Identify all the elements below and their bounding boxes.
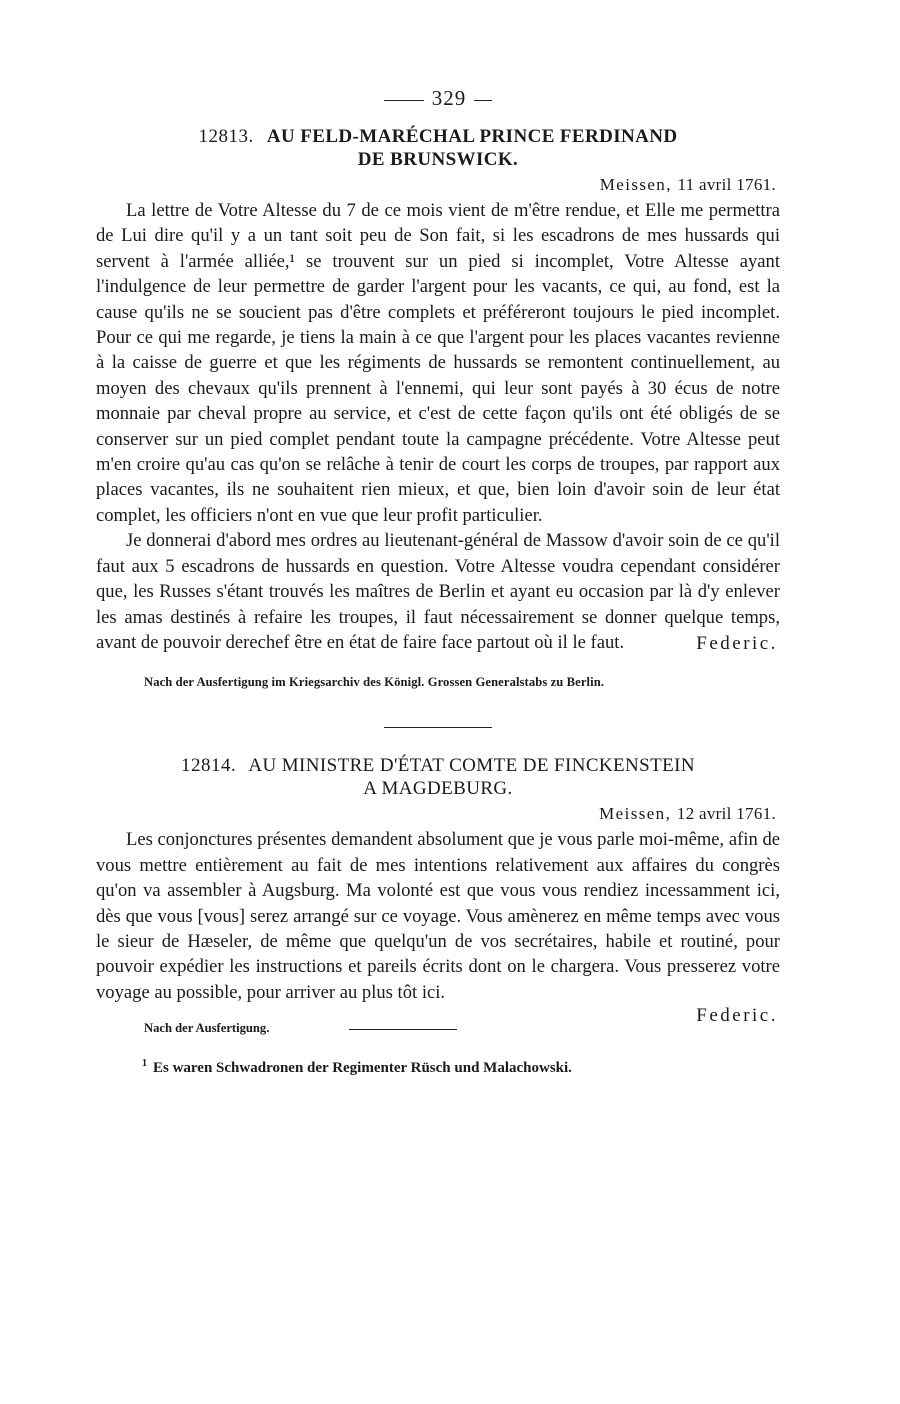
footnote-text: Es waren Schwadronen der Regimenter Rüsch und Malachowski. — [153, 1060, 572, 1077]
page-number-dash-right — [474, 100, 492, 101]
place: Meissen, — [599, 804, 672, 824]
letter-paragraph: Les conjonctures présentes demandent absolument que je vous parle moi-même, afin de vous mettre entièrement au fait de mes intentions relativement aux affaires du congrès qu'on va assembler à Augsburg. Ma volonté est que vous vous rendiez incessamment ici, dès que vous [vous] serez arrangé sur ce voyage. Vous amènerez en même temps avec vous le sieur de Hæseler, de même que quelqu'un de vos secrétaires, habile et routiné, pour pouvoir expédier les instructions et pareils écrits dont on le chargera. Vous presserez votre voyage au possible, pour arriver au plus tôt ici. — [96, 829, 780, 1003]
recipient-line-2: DE BRUNSWICK. — [357, 149, 519, 170]
letter-heading — [96, 125, 780, 171]
source-note-row — [96, 1021, 780, 1036]
signature: Federic. — [696, 1005, 778, 1027]
letter-paragraph: Je donnerai d'abord mes ordres au lieutenant-général de Massow d'avoir soin de ce qu'il faut aux 5 escadrons de hussards en question. Votre Altesse voudra cependant considérer que, les Russes s'étant trouvés les maîtres de Berlin et ayant eu occasion par là d'y enlever les amas destinés à refaire les troupes, il faut nécessairement se donner quelque temps, avant de pouvoir derechef être en état de faire face partout où il le faut. — [96, 530, 780, 653]
page-number-dash-left — [384, 100, 424, 101]
section-divider — [384, 727, 492, 728]
footnote — [96, 1058, 780, 1077]
recipient-line-1: AU MINISTRE D'ÉTAT COMTE DE FINCKENSTEIN — [248, 755, 695, 777]
signature: Federic. — [696, 633, 778, 655]
letter-number: 12813. — [198, 126, 254, 147]
source-note: Nach der Ausfertigung im Kriegsarchiv des Königl. Grossen Generalstabs zu Berlin. — [144, 675, 605, 690]
page-number-line — [96, 86, 780, 111]
recipient-line-2: A MAGDEBURG. — [363, 778, 513, 800]
date: 12 avril 1761. — [676, 804, 776, 824]
place-date — [96, 175, 780, 195]
footnote-divider — [349, 1029, 457, 1030]
letter-number: 12814. — [181, 755, 237, 777]
letter-paragraph: La lettre de Votre Altesse du 7 de ce mois vient de m'être rendue, et Elle me permettra de Lui dire qu'il y a un tant soit peu de Son fait, si les escadrons de mes hussards qui servent à l'armée alliée,¹ se trouvent sur un pied si incomplet, Votre Altesse ayant l'indulgence de leur permettre de garder l'argent pour les vacants, ce qui, au fond, est la cause qu'ils ne se soucient pas d'être complets et préféreront toujours le pied incomplet. Pour ce qui me regarde, je tiens la main à ce que l'argent pour les places vacantes revienne à la caisse de guerre et que les régiments de hussards se remontent continuellement, au moyen des chevaux qu'ils prennent à l'ennemi, qui leur sont payés à 30 écus de notre monnaie par cheval propre au service, et c'est de cette façon qu'ils ont été obligés de se conserver sur un pied complet pendant toute la campagne précédente. Votre Altesse peut m'en croire qu'au cas qu'on se relâche à tenir de court les corps de troupes, par rapport aux places vacantes, ils ne souhaitent rien mieux, et que, bien loin d'avoir soin de leur état complet, les officiers n'ont en vue que leur profit particulier. — [96, 200, 780, 526]
place: Meissen, — [599, 175, 672, 194]
place-date — [96, 804, 780, 824]
recipient-line-1: AU FELD-MARÉCHAL PRINCE FERDINAND — [266, 126, 678, 147]
page-number: 329 — [431, 86, 467, 110]
footnote-marker: 1 — [142, 1058, 147, 1070]
letter-12814 — [96, 754, 780, 1036]
source-note: Nach der Ausfertigung. — [144, 1021, 270, 1036]
document-page — [96, 86, 780, 1077]
letter-heading — [96, 754, 780, 800]
letter-12813 — [96, 125, 780, 690]
date: 11 avril 1761. — [677, 175, 776, 194]
